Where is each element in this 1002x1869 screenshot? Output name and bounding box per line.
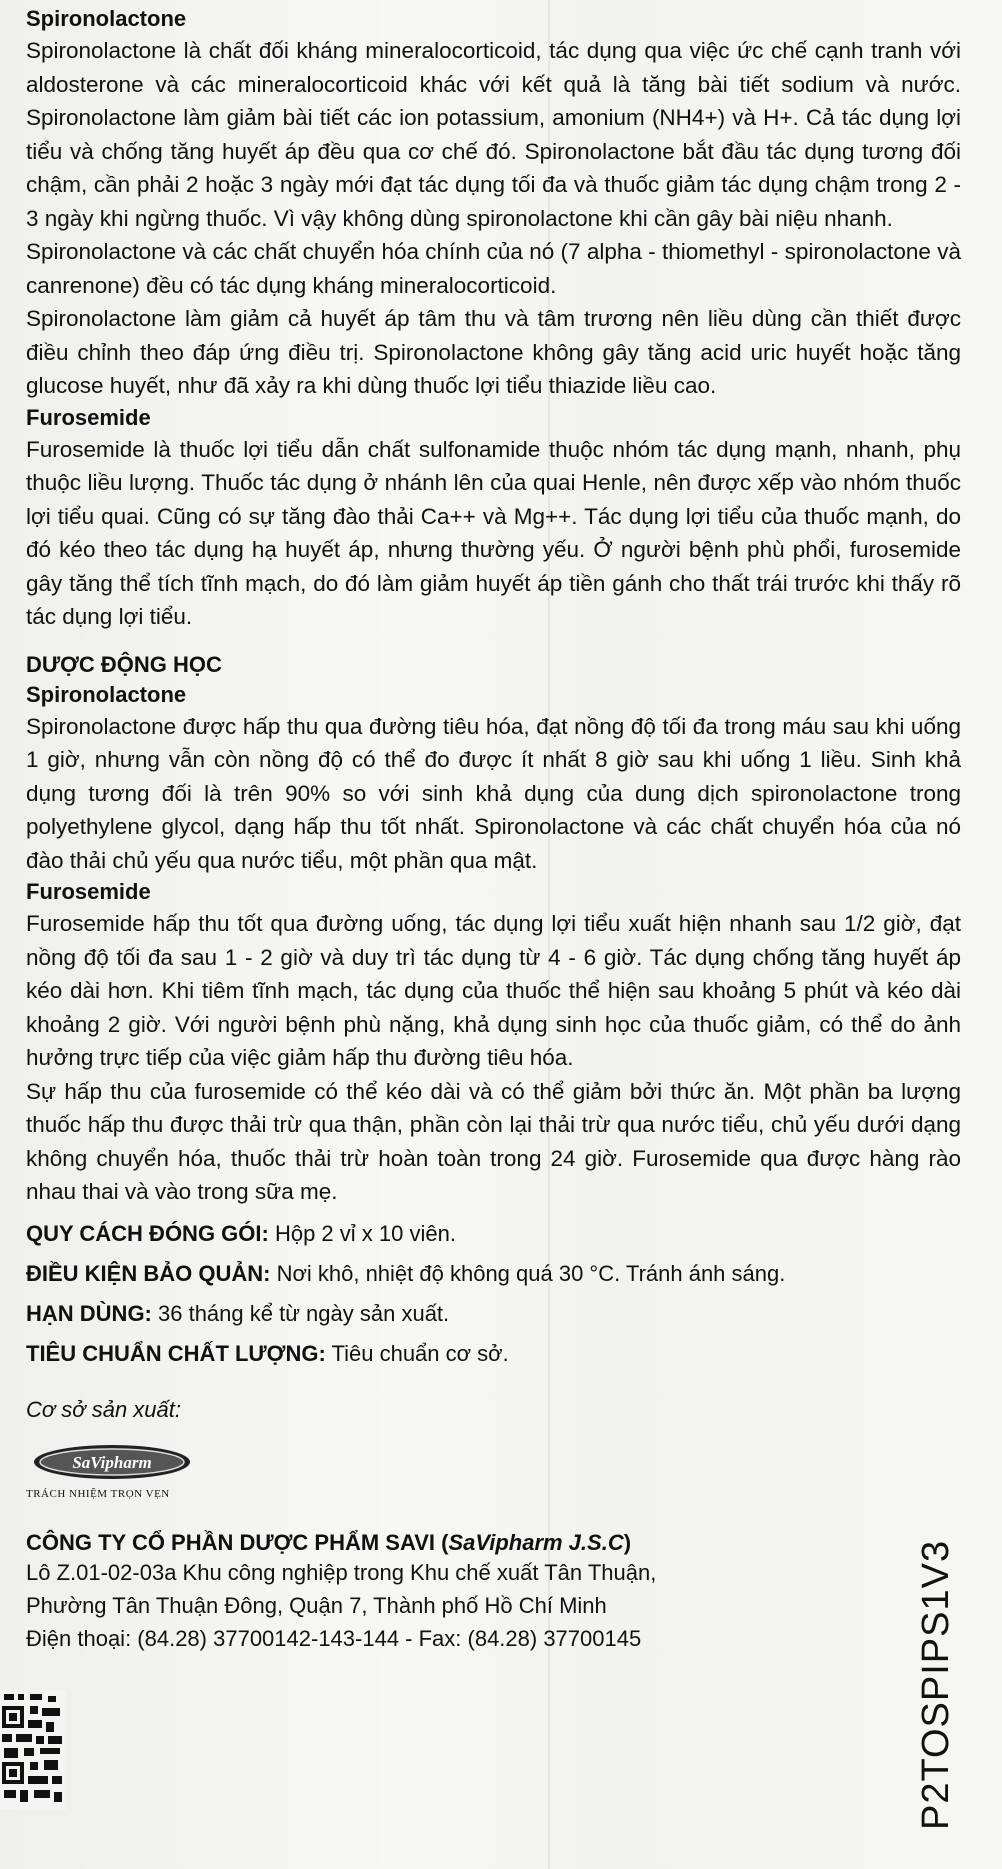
expiry-info [26, 1299, 961, 1329]
spiro-pd-paragraph: Spironolactone và các chất chuyển hóa chính của nó (7 alpha - thiomethyl - spironolactone và canrenone) đều có tác dụng kháng mineralocorticoid. [26, 239, 961, 298]
spiro-pd-title: Spironolactone [26, 6, 187, 31]
spiro-pd-paragraph: Spironolactone làm giảm cả huyết áp tâm thu và tâm trương nên liều dùng cần thiết được điều chỉnh theo đáp ứng điều trị. Spironolactone không gây tăng acid uric huyết hoặc tăng glucose huyết, như đã xảy ra khi dùng thuốc lợi tiểu thiazide liều cao. [26, 306, 961, 398]
pk-heading: DƯỢC ĐỘNG HỌC [26, 651, 222, 677]
logo-text: SaVipharm [72, 1452, 152, 1472]
furo-pk-paragraph: Furosemide hấp thu tốt qua đường uống, tác dụng lợi tiểu xuất hiện nhanh sau 1/2 giờ, đạt nồng độ tối đa sau 1 - 2 giờ và duy trì tác dụng từ 4 - 6 giờ. Tác dụng chống tăng huyết áp kéo dài hơn. Khi tiêm tĩnh mạch, tác dụng của thuốc thể hiện sau khoảng 5 phút và kéo dài khoảng 2 giờ. Với người bệnh phù nặng, khả dụng sinh học của thuốc giảm, có thể do ảnh hưởng trực tiếp của việc giảm hấp thu đường tiêu hóa. [26, 911, 961, 1070]
product-code: P2TOSPIPS1V3 [915, 1539, 957, 1830]
storage-info [26, 1259, 961, 1289]
company-suffix: ) [623, 1529, 632, 1555]
furo-pk-title: Furosemide [26, 879, 151, 904]
standard-label: TIÊU CHUẨN CHẤT LƯỢNG: [26, 1340, 326, 1366]
furo-pk-paragraph: Sự hấp thu của furosemide có thể kéo dài và có thể giảm bởi thức ăn. Một phần ba lượng thuốc hấp thu được thải trừ qua thận, phần còn lại thải trừ qua nước tiểu, chủ yếu dưới dạng không chuyển hóa, thuốc thải trừ hoàn toàn trong 24 giờ. Furosemide qua được hàng rào nhau thai và vào trong sữa mẹ. [26, 1078, 961, 1204]
expiry-value: 36 tháng kể từ ngày sản xuất. [151, 1300, 450, 1326]
expiry-label: HẠN DÙNG: [26, 1300, 152, 1326]
packing-label: QUY CÁCH ĐÓNG GÓI: [26, 1220, 269, 1246]
address-line-2: Phường Tân Thuận Đông, Quận 7, Thành phố Hồ Chí Minh [26, 1592, 607, 1618]
address-line-1: Lô Z.01-02-03a Khu công nghiệp trong Khu chế xuất Tân Thuận, [26, 1559, 657, 1585]
spiro-pk-title: Spironolactone [26, 681, 187, 707]
standard-info [26, 1339, 961, 1369]
packing-info [26, 1219, 961, 1249]
spiro-pd-paragraph: Spironolactone là chất đối kháng mineralocorticoid, tác dụng qua việc ức chế cạnh tranh với aldosterone và các mineralocorticoid khác với kết quả là tăng bài tiết sodium và nước. Spironolactone làm giảm bài tiết các ion potassium, amonium (NH4+) và H+. Cả tác dụng lợi tiểu và chống tăng huyết áp đều qua cơ chế đó. Spironolactone bắt đầu tác dụng tương đối chậm, cần phải 2 hoặc 3 ngày mới đạt tác dụng tối đa và thuốc giảm tác dụng chậm trong 2 - 3 ngày khi ngừng thuốc. Vì vậy không dùng spironolactone khi cần gây bài niệu nhanh. [26, 38, 961, 231]
furo-pd-title: Furosemide [26, 404, 151, 430]
phone-fax: Điện thoại: (84.28) 37700142-143-144 - Fax: (84.28) 37700145 [26, 1625, 642, 1651]
company-prefix: CÔNG TY CỔ PHẦN DƯỢC PHẨM SAVI ( [26, 1529, 449, 1555]
spiro-pk-paragraph: Spironolactone được hấp thu qua đường tiêu hóa, đạt nồng độ tối đa trong máu sau khi uống 1 giờ, nhưng vẫn còn nồng độ có thể đo được ít nhất 8 giờ sau khi uống 1 liều. Sinh khả dụng tương đối là trên 90% so với sinh khả dụng của dung dịch spironolactone trong polyethylene glycol, dạng hấp thu tốt nhất. Spironolactone và các chất chuyển hóa của nó đào thải chủ yếu qua nước tiểu, một phần qua mật. [26, 713, 961, 873]
storage-label: ĐIỀU KIỆN BẢO QUẢN: [26, 1260, 271, 1286]
standard-value: Tiêu chuẩn cơ sở. [325, 1340, 509, 1366]
qr-code [0, 1690, 66, 1810]
company-brand: SaVipharm J.S.C [448, 1529, 624, 1555]
manufacturer-intro: Cơ sở sản xuất: [26, 1396, 181, 1422]
tagline: TRÁCH NHIỆM TRỌN VẸN [26, 1487, 170, 1500]
savipharm-logo [32, 1443, 192, 1481]
leaflet-content [26, 4, 961, 1655]
storage-value: Nơi khô, nhiệt độ không quá 30 °C. Tránh ánh sáng. [270, 1260, 786, 1286]
furo-pd-paragraph: Furosemide là thuốc lợi tiểu dẫn chất sulfonamide thuộc nhóm tác dụng mạnh, nhanh, phụ thuộc liều lượng. Thuốc tác dụng ở nhánh lên của quai Henle, nên được xếp vào nhóm thuốc lợi tiểu quai. Cũng có sự tăng đào thải Ca++ và Mg++. Tác dụng lợi tiểu của thuốc mạnh, do đó kéo theo tác dụng hạ huyết áp, nhưng thường yếu. Ở người bệnh phù phổi, furosemide gây tăng thể tích tĩnh mạch, do đó làm giảm huyết áp tiền gánh cho thất trái trước khi thấy rõ tác dụng lợi tiểu. [26, 436, 961, 629]
product-code-vertical [905, 1520, 965, 1840]
company-name [26, 1530, 961, 1556]
packing-value: Hộp 2 vỉ x 10 viên. [268, 1220, 456, 1246]
